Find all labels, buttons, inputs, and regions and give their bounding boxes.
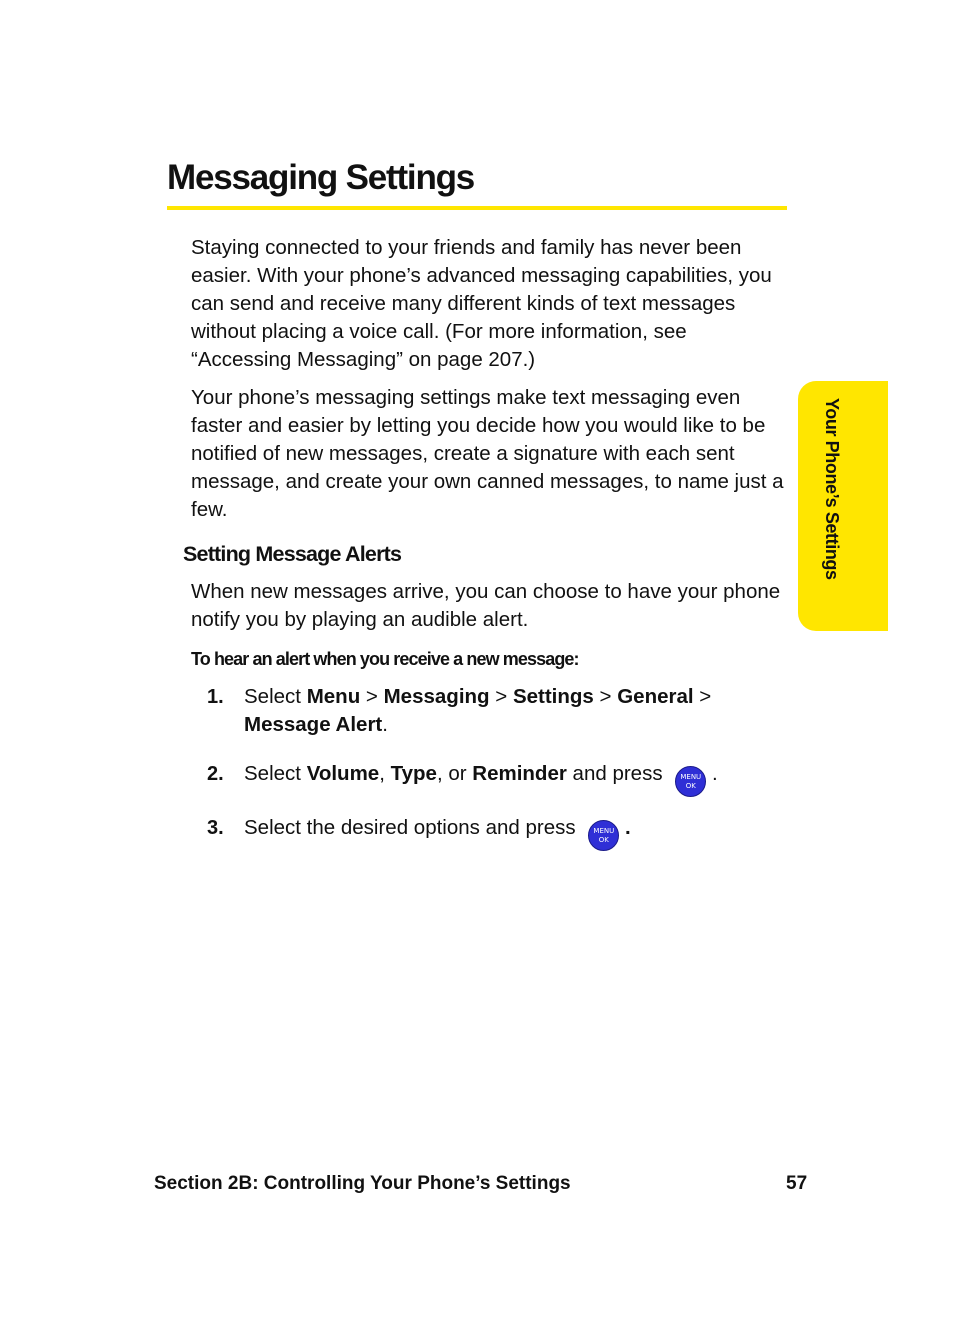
path-separator: > xyxy=(495,685,508,708)
step-number: 1. xyxy=(207,686,224,708)
menu-ok-icon-line2: OK xyxy=(685,782,696,790)
path-separator: > xyxy=(365,685,378,708)
menu-ok-button-icon xyxy=(588,820,619,851)
menu-path-menu: Menu xyxy=(306,685,361,708)
option-type: Type xyxy=(390,762,437,785)
step-1-text xyxy=(244,683,784,739)
step-period: . xyxy=(625,816,631,839)
menu-ok-button-icon xyxy=(675,766,706,797)
procedure-heading: To hear an alert when you receive a new message: xyxy=(191,649,579,669)
settings-paragraph: Your phone’s messaging settings make text messaging even faster and easier by letting you decide how you would like to be notified of new messages, create a signature with each sent message, and create your own canned messages, to name just a few. xyxy=(191,386,784,521)
title-underline xyxy=(167,206,787,210)
step-3-text xyxy=(244,814,784,851)
step-2-text xyxy=(244,760,784,797)
step-verb: Select xyxy=(244,685,301,708)
option-comma: , xyxy=(379,762,385,785)
menu-path-messaging: Messaging xyxy=(383,685,490,708)
step-number: 3. xyxy=(207,817,224,839)
path-separator: > xyxy=(699,685,712,708)
menu-ok-icon-line2: OK xyxy=(598,836,609,844)
page-title: Messaging Settings xyxy=(167,158,475,197)
section-paragraph: When new messages arrive, you can choose to have your phone notify you by playing an audible alert. xyxy=(191,580,781,631)
side-tab-label: Your Phone’s Settings xyxy=(822,398,842,580)
menu-path-settings: Settings xyxy=(512,685,594,708)
section-heading: Setting Message Alerts xyxy=(183,542,402,566)
option-volume: Volume xyxy=(306,762,380,785)
menu-path-general: General xyxy=(617,685,694,708)
step-number: 2. xyxy=(207,763,224,785)
footer-section-label: Section 2B: Controlling Your Phone’s Settings xyxy=(154,1173,571,1194)
step-and-press: and press xyxy=(572,762,663,785)
menu-ok-icon-line1: MENU xyxy=(680,773,702,781)
page-number: 57 xyxy=(786,1173,808,1194)
option-or: , or xyxy=(436,762,467,785)
menu-path-message-alert: Message Alert xyxy=(244,713,383,736)
option-reminder: Reminder xyxy=(472,762,567,785)
step-period: . xyxy=(382,713,388,736)
step-period: . xyxy=(711,762,718,785)
step-verb: Select xyxy=(244,762,301,785)
path-separator: > xyxy=(599,685,612,708)
step-instruction: Select the desired options and press xyxy=(244,816,576,839)
intro-paragraph: Staying connected to your friends and family has never been easier. With your phone’s advanced messaging capabilities, you can send and receive many different kinds of text messages without placing a voice call. (For more information, see “Accessing Messaging” on page 207.) xyxy=(191,236,772,371)
menu-ok-icon-line1: MENU xyxy=(593,827,615,835)
